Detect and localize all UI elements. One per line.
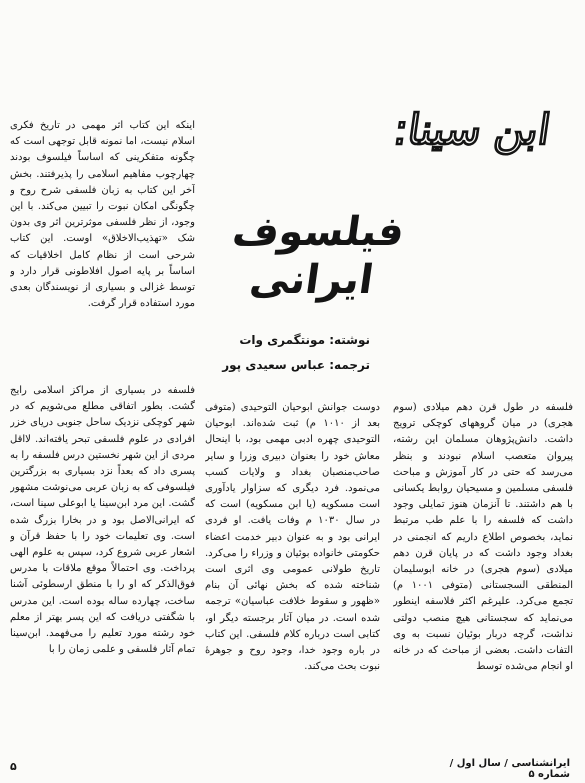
column-left-bottom [10, 383, 195, 753]
paragraph: اینکه این کتاب اثر مهمی در تاریخ فکری اسلام نیست، اما نمونه قابل توجهی است که چگونه متفکرینی که اساساً فیلسوف بودند چهارچوب مفاهیم اسلامی را پذیرفتند. بخش آخر این کتاب به زبان فلسفی شرح روح و چگونگی امکان نبوت را تبیین می‌کند. با این وجود، از نظر فلسفی موثرترین اثر وی بدون شک «تهذیب‌الاخلاق» اوست. این کتاب شرحی است از نظام کامل اخلاقیات که اساساً بر پایه اصول افلاطونی قرار دارد و توسط غزالی و بسیاری از نویسندگان بعدی مورد استفاده قرار گرفت. [10, 120, 195, 310]
author-byline: نوشته: مونتگمری وات [239, 333, 370, 347]
column-left-top [10, 118, 195, 368]
paragraph: دوست جوانش ابوحیان التوحیدی (متوفی بعد از ۱۰۱۰ م) ثبت شده‌اند. ابوحیان التوحیدی چهره ادبی مهمی بود، با اینحال معاش خود را بعنوان دبیری وزرا و سایر صاحب‌منصبان بغداد و ولایات کسب می‌نمود. فرد دیگری که سزاوار یادآوری است مسکویه (یا ابن مسکویه) است که در سال ۱۰۳۰ م وفات یافت. او فردی ایرانی بود و به عنوان دبیر خدمت اعضاء حکومتی خانواده بوئیان و وزراء را می‌کرد. تاریخ طولانی عمومی وی اثری است شناخته شده که بخش نهائی آن بنام «ظهور و سقوط خلافت عباسیان» ترجمه شده است. در میان آثار برجسته دیگر او، کتابی است درباره کلام فلسفی. این کتاب در باره وجود خدا، وجود روح و جوهرهٔ نبوت بحث می‌کند. [205, 402, 380, 673]
article-title: ابن سینا: [390, 105, 554, 154]
issue-footer: ایرانشناسی / سال اول / شماره ۵ [449, 758, 570, 780]
column-right [393, 400, 573, 750]
page-number: ۵ [10, 760, 17, 773]
paragraph: فلسفه در طول قرن دهم میلادی (سوم هجری) در میان گروههای کوچکی ترویج داشت. دانش‌پژوهان مسلمان این رشته، پیروان متعصب اسلام نبودند و بنظر می‌رسد که حتی در کار آموزش و مباحث فلسفی مسلمین و مسیحیان روابط یکسانی با هم داشتند. تا آنزمان هنوز تمایلی وجود داشت که فلسفه را با علم طب مرتبط نماید، بخصوص اطلاع داریم که انجمنی در بغداد وجود داشت که در پایان قرن دهم میلادی (سوم هجری) در خانه ابوسلیمان المنطقی السجستانی (متوفی ۱۰۰۱ م) تجمع می‌کرد. علیرغم اکثر فلاسفه اینطور می‌نماید که سجستانی هیچ منصب دولتی نداشت، گرچه دربار بوئیان نسبت به وی التفات داشت. بعضی از مباحث که در خانه او انجام می‌شده توسط [393, 402, 573, 673]
column-middle [205, 400, 380, 750]
translator-byline: ترجمه: عباس سعیدی پور [222, 358, 370, 372]
paragraph: فلسفه در بسیاری از مراکز اسلامی رایج گشت. بطور اتفاقی مطلع می‌شویم که در شهر کوچکی نزدیک ساحل جنوبی دریای خزر افرادی در علوم فلسفی تبحر یافته‌اند. لااقل مردی از این شهر نخستین درس فلسفه را به پسری داد که بعداً نزد بسیاری به بزرگترین فیلسوفی که به زبان عربی می‌نوشت مشهور گشت. این مرد ابن‌سینا یا ابوعلی سینا است، که ایرانی‌الاصل بود و در بخارا بزرگ شده است. وی تعلیمات خود را با حفظ قرآن و اشعار عربی شروع کرد، سپس به علوم الهی پرداخت. وی احتمالاً موقع ملاقات با مدرس فوق‌الذکر که او را با منطق ارسطوئی آشنا ساخت، چهارده ساله بوده است. این مدرس با شگفتی دریافت که این پسر بهتر از معلم خود رشته مورد تعلیم را می‌فهمد. ابن‌سینا تمام آثار فلسفی و علمی زمان را با [10, 385, 195, 656]
article-subtitle: فیلسوف ایرانی [229, 209, 408, 303]
